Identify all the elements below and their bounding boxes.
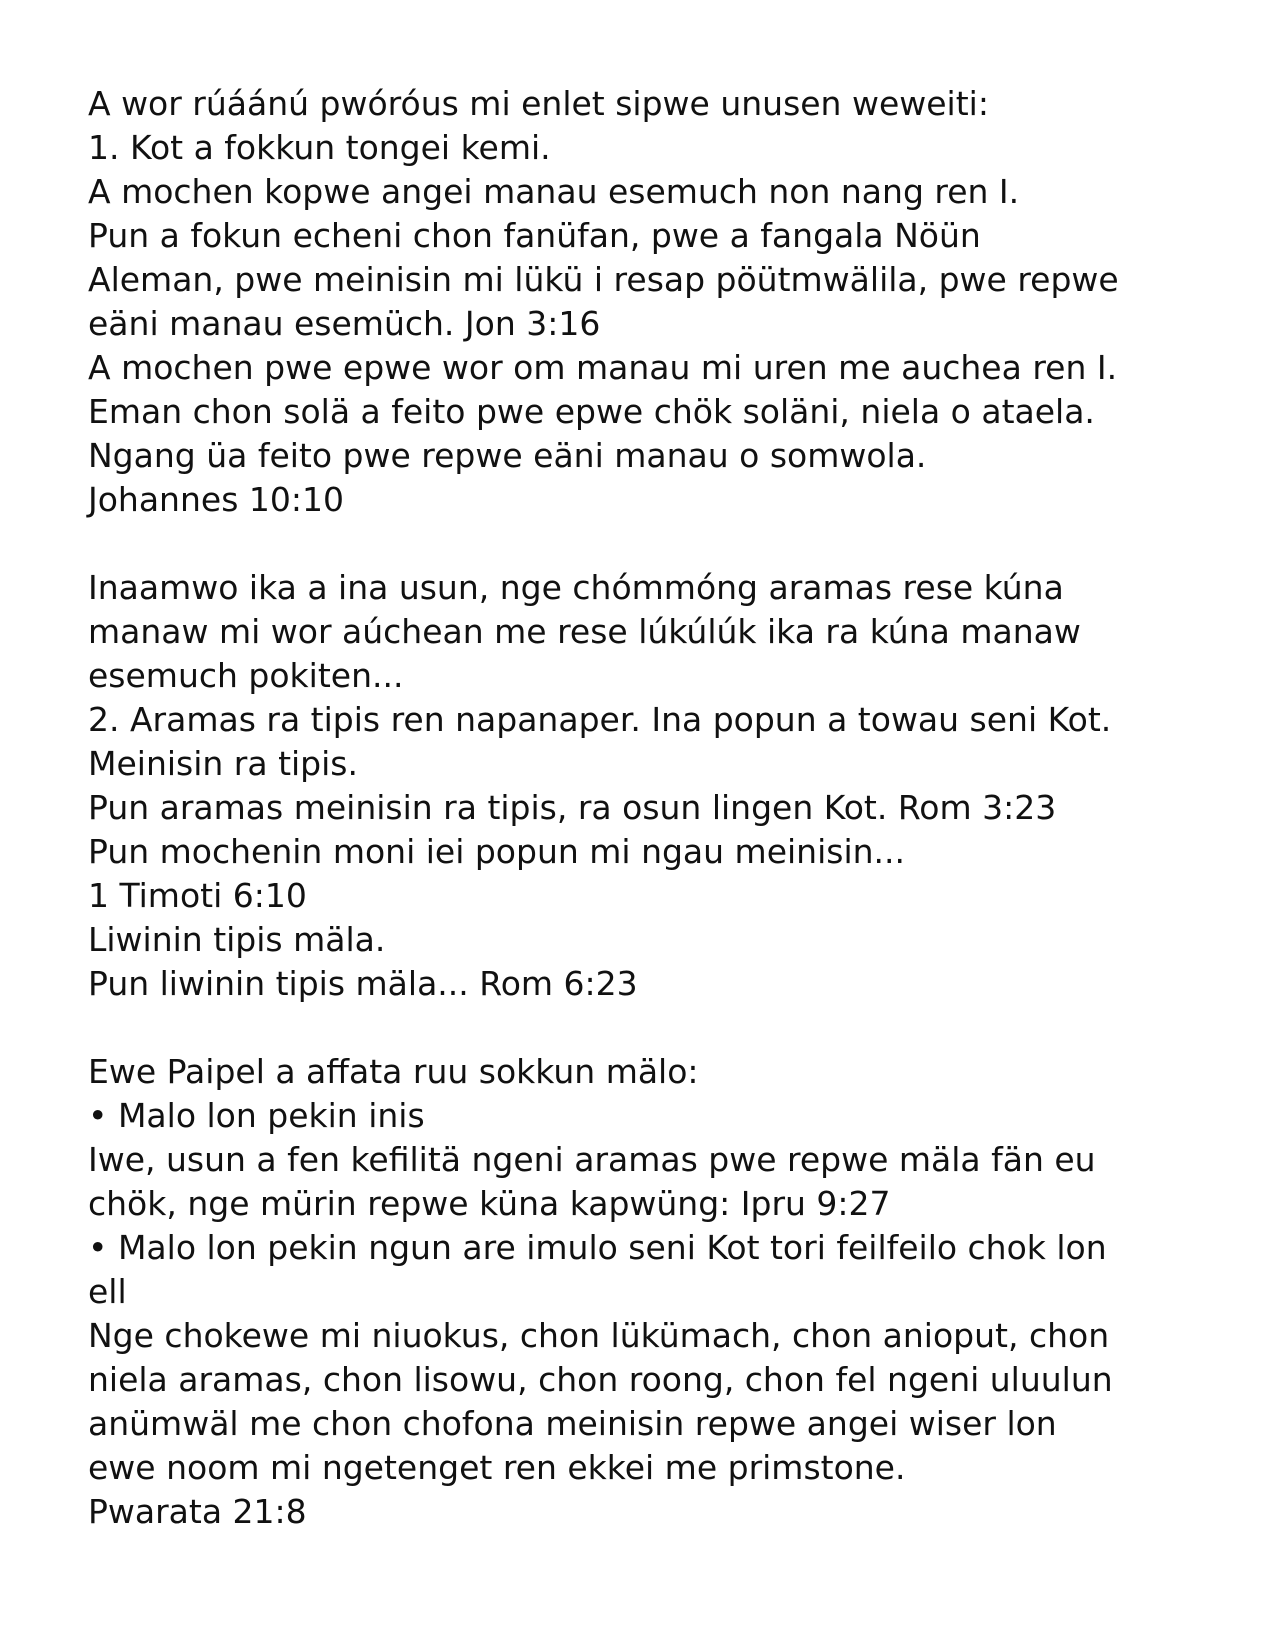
text-line: Iwe, usun a fen kefilitä ngeni aramas pwe repwe mäla fän eu — [88, 1140, 1096, 1179]
text-line: 1. Kot a fokkun tongei kemi. — [88, 128, 551, 167]
text-line: Pun aramas meinisin ra tipis, ra osun lingen Kot. Rom 3:23 — [88, 788, 1057, 827]
text-line: anümwäl me chon chofona meinisin repwe angei wiser lon — [88, 1404, 1057, 1443]
text-line: Aleman, pwe meinisin mi lükü i resap pöütmwälila, pwe repwe — [88, 260, 1119, 299]
text-line: 2. Aramas ra tipis ren napanaper. Ina popun a towau seni Kot. — [88, 700, 1112, 739]
text-line: Ewe Paipel a affata ruu sokkun mälo: — [88, 1052, 699, 1091]
text-line: Pun liwinin tipis mäla... Rom 6:23 — [88, 964, 638, 1003]
text-line: Johannes 10:10 — [88, 480, 344, 519]
text-line: ell — [88, 1272, 127, 1311]
text-line: • Malo lon pekin ngun are imulo seni Kot tori feilfeilo chok lon — [88, 1228, 1107, 1267]
document-body — [88, 82, 1218, 1534]
text-line: ewe noom mi ngetenget ren ekkei me primstone. — [88, 1448, 906, 1487]
text-line: esemuch pokiten... — [88, 656, 404, 695]
text-line: Pun mochenin moni iei popun mi ngau meinisin... — [88, 832, 906, 871]
blank-line — [88, 1006, 1218, 1050]
text-line: Inaamwo ika a ina usun, nge chómmóng aramas rese kúna — [88, 568, 1064, 607]
text-line: Liwinin tipis mäla. — [88, 920, 386, 959]
text-line: Eman chon solä a feito pwe epwe chök soläni, niela o ataela. — [88, 392, 1095, 431]
text-line: 1 Timoti 6:10 — [88, 876, 307, 915]
text-line: Ngang üa feito pwe repwe eäni manau o somwola. — [88, 436, 927, 475]
blank-line — [88, 522, 1218, 566]
text-line: niela aramas, chon lisowu, chon roong, chon fel ngeni uluulun — [88, 1360, 1113, 1399]
text-line: • Malo lon pekin inis — [88, 1096, 425, 1135]
text-line: A wor rúáánú pwóróus mi enlet sipwe unusen weweiti: — [88, 84, 989, 123]
text-line: manaw mi wor aúchean me rese lúkúlúk ika ra kúna manaw — [88, 612, 1081, 651]
text-line: A mochen pwe epwe wor om manau mi uren me auchea ren I. — [88, 348, 1118, 387]
text-line: chök, nge mürin repwe küna kapwüng: Ipru 9:27 — [88, 1184, 891, 1223]
text-line: Pwarata 21:8 — [88, 1492, 307, 1531]
text-line: eäni manau esemüch. Jon 3:16 — [88, 304, 601, 343]
text-line: Meinisin ra tipis. — [88, 744, 358, 783]
text-line: A mochen kopwe angei manau esemuch non nang ren I. — [88, 172, 1020, 211]
text-line: Nge chokewe mi niuokus, chon lükümach, chon anioput, chon — [88, 1316, 1110, 1355]
text-line: Pun a fokun echeni chon fanüfan, pwe a fangala Nöün — [88, 216, 981, 255]
